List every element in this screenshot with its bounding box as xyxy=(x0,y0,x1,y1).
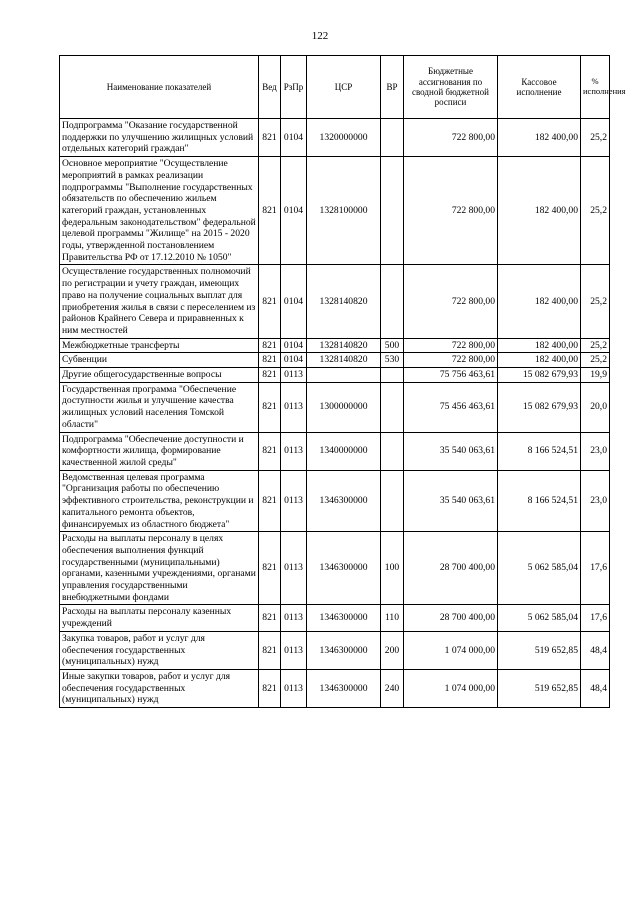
cell-name: Расходы на выплаты персоналу казенных учреждений xyxy=(60,605,259,631)
cell-rzpr: 0113 xyxy=(281,432,307,470)
cell-cash: 182 400,00 xyxy=(498,265,581,338)
table-row xyxy=(60,669,610,707)
cell-name: Закупка товаров, работ и услуг для обеспечения государственных (муниципальных) нужд xyxy=(60,631,259,669)
cell-rzpr: 0113 xyxy=(281,605,307,631)
cell-vr xyxy=(381,470,404,532)
cell-ved: 821 xyxy=(259,532,281,605)
table-row xyxy=(60,470,610,532)
cell-percent: 25,2 xyxy=(581,119,610,157)
cell-budget: 28 700 400,00 xyxy=(404,605,498,631)
header-rzpr: РзПр xyxy=(281,56,307,119)
cell-ved: 821 xyxy=(259,368,281,383)
cell-csr: 1346300000 xyxy=(307,669,381,707)
cell-vr xyxy=(381,382,404,432)
cell-vr: 100 xyxy=(381,532,404,605)
cell-budget: 35 540 063,61 xyxy=(404,432,498,470)
table-header-row xyxy=(60,56,610,119)
cell-cash: 8 166 524,51 xyxy=(498,432,581,470)
cell-name: Ведомственная целевая программа "Организация работы по обеспечению эффективного строительства, реконструкции и капитального ремонта объектов, финансируемых из областного бюджета" xyxy=(60,470,259,532)
cell-ved: 821 xyxy=(259,631,281,669)
table-row xyxy=(60,338,610,353)
cell-csr xyxy=(307,368,381,383)
cell-budget: 722 800,00 xyxy=(404,265,498,338)
cell-name: Другие общегосударственные вопросы xyxy=(60,368,259,383)
cell-percent: 48,4 xyxy=(581,631,610,669)
cell-percent: 17,6 xyxy=(581,532,610,605)
cell-csr: 1346300000 xyxy=(307,605,381,631)
cell-csr: 1346300000 xyxy=(307,470,381,532)
cell-rzpr: 0104 xyxy=(281,157,307,265)
cell-ved: 821 xyxy=(259,669,281,707)
cell-name: Государственная программа "Обеспечение доступности жилья и улучшение качества жилищных условий населения Томской области" xyxy=(60,382,259,432)
cell-cash: 182 400,00 xyxy=(498,119,581,157)
header-percent: % исполнения xyxy=(581,56,610,119)
cell-vr: 240 xyxy=(381,669,404,707)
cell-rzpr: 0104 xyxy=(281,353,307,368)
cell-percent: 25,2 xyxy=(581,338,610,353)
cell-cash: 182 400,00 xyxy=(498,338,581,353)
cell-cash: 8 166 524,51 xyxy=(498,470,581,532)
cell-budget: 75 756 463,61 xyxy=(404,368,498,383)
header-name: Наименование показателей xyxy=(60,56,259,119)
table-row xyxy=(60,353,610,368)
cell-percent: 25,2 xyxy=(581,157,610,265)
cell-vr: 530 xyxy=(381,353,404,368)
cell-csr: 1328140820 xyxy=(307,338,381,353)
cell-csr: 1346300000 xyxy=(307,631,381,669)
cell-budget: 75 456 463,61 xyxy=(404,382,498,432)
cell-budget: 1 074 000,00 xyxy=(404,669,498,707)
cell-percent: 23,0 xyxy=(581,432,610,470)
header-cash: Кассовое исполнение xyxy=(498,56,581,119)
header-vr: ВР xyxy=(381,56,404,119)
cell-rzpr: 0113 xyxy=(281,631,307,669)
cell-vr xyxy=(381,432,404,470)
cell-budget: 28 700 400,00 xyxy=(404,532,498,605)
table-row xyxy=(60,631,610,669)
cell-percent: 25,2 xyxy=(581,265,610,338)
cell-cash: 15 082 679,93 xyxy=(498,382,581,432)
table-row xyxy=(60,605,610,631)
cell-csr: 1320000000 xyxy=(307,119,381,157)
cell-csr: 1346300000 xyxy=(307,532,381,605)
cell-cash: 5 062 585,04 xyxy=(498,605,581,631)
cell-budget: 722 800,00 xyxy=(404,119,498,157)
cell-cash: 182 400,00 xyxy=(498,157,581,265)
cell-percent: 48,4 xyxy=(581,669,610,707)
cell-cash: 519 652,85 xyxy=(498,669,581,707)
cell-name: Межбюджетные трансферты xyxy=(60,338,259,353)
cell-ved: 821 xyxy=(259,432,281,470)
header-csr: ЦСР xyxy=(307,56,381,119)
cell-rzpr: 0113 xyxy=(281,532,307,605)
cell-vr: 500 xyxy=(381,338,404,353)
cell-csr: 1328100000 xyxy=(307,157,381,265)
table-row xyxy=(60,432,610,470)
cell-budget: 722 800,00 xyxy=(404,338,498,353)
cell-vr: 200 xyxy=(381,631,404,669)
cell-percent: 23,0 xyxy=(581,470,610,532)
cell-rzpr: 0104 xyxy=(281,119,307,157)
header-budget: Бюджетные ассигнования по сводной бюджетной росписи xyxy=(404,56,498,119)
cell-budget: 722 800,00 xyxy=(404,157,498,265)
cell-ved: 821 xyxy=(259,382,281,432)
cell-csr: 1300000000 xyxy=(307,382,381,432)
cell-ved: 821 xyxy=(259,265,281,338)
cell-ved: 821 xyxy=(259,119,281,157)
cell-vr xyxy=(381,119,404,157)
cell-cash: 5 062 585,04 xyxy=(498,532,581,605)
header-ved: Вед xyxy=(259,56,281,119)
table-row xyxy=(60,157,610,265)
budget-execution-table xyxy=(59,55,626,708)
cell-ved: 821 xyxy=(259,157,281,265)
cell-cash: 182 400,00 xyxy=(498,353,581,368)
cell-name: Иные закупки товаров, работ и услуг для обеспечения государственных (муниципальных) нужд xyxy=(60,669,259,707)
cell-name: Субвенции xyxy=(60,353,259,368)
table-row xyxy=(60,368,610,383)
table-row xyxy=(60,532,610,605)
cell-cash: 15 082 679,93 xyxy=(498,368,581,383)
cell-percent: 17,6 xyxy=(581,605,610,631)
cell-rzpr: 0113 xyxy=(281,669,307,707)
table-row xyxy=(60,382,610,432)
cell-name: Осуществление государственных полномочий по регистрации и учету граждан, имеющих право на получение социальных выплат для приобретения жилья в связи с переселением из районов Крайнего Севера и приравненных к ним местностей xyxy=(60,265,259,338)
cell-vr xyxy=(381,368,404,383)
table-row xyxy=(60,119,610,157)
cell-rzpr: 0113 xyxy=(281,382,307,432)
cell-vr xyxy=(381,157,404,265)
cell-rzpr: 0104 xyxy=(281,338,307,353)
table-body xyxy=(60,119,610,708)
cell-budget: 722 800,00 xyxy=(404,353,498,368)
cell-csr: 1340000000 xyxy=(307,432,381,470)
cell-name: Подпрограмма "Оказание государственной поддержки по улучшению жилищных условий отдельных категорий граждан" xyxy=(60,119,259,157)
cell-csr: 1328140820 xyxy=(307,353,381,368)
cell-name: Основное мероприятие "Осуществление мероприятий в рамках реализации подпрограммы "Выполнение государственных обязательств по обеспечению жильем категорий граждан, установленных федеральным законодательством" федеральной целевой программы "Жилище" на 2015 - 2020 годы, утвержденной постановлением Правительства РФ от 17.12.2010 № 1050" xyxy=(60,157,259,265)
cell-rzpr: 0104 xyxy=(281,265,307,338)
cell-vr xyxy=(381,265,404,338)
cell-rzpr: 0113 xyxy=(281,368,307,383)
cell-budget: 35 540 063,61 xyxy=(404,470,498,532)
cell-ved: 821 xyxy=(259,470,281,532)
cell-csr: 1328140820 xyxy=(307,265,381,338)
cell-name: Подпрограмма "Обеспечение доступности и комфортности жилища, формирование качественной жилой среды" xyxy=(60,432,259,470)
cell-cash: 519 652,85 xyxy=(498,631,581,669)
cell-ved: 821 xyxy=(259,353,281,368)
cell-ved: 821 xyxy=(259,338,281,353)
cell-budget: 1 074 000,00 xyxy=(404,631,498,669)
cell-vr: 110 xyxy=(381,605,404,631)
cell-percent: 19,9 xyxy=(581,368,610,383)
cell-percent: 25,2 xyxy=(581,353,610,368)
page-number: 122 xyxy=(311,30,329,42)
cell-name: Расходы на выплаты персоналу в целях обеспечения выполнения функций государственными (муниципальными) органами, казенными учреждениями, органами управления государственными внебюджетными фондами xyxy=(60,532,259,605)
cell-rzpr: 0113 xyxy=(281,470,307,532)
table-row xyxy=(60,265,610,338)
cell-percent: 20,0 xyxy=(581,382,610,432)
cell-ved: 821 xyxy=(259,605,281,631)
